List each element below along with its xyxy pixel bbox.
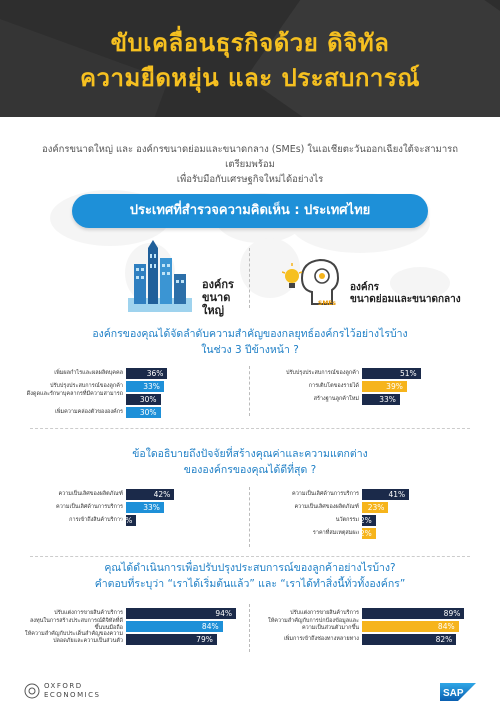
chart-row xyxy=(16,407,236,418)
bar-label: การเติบโตของรายได้ xyxy=(308,383,359,389)
question-2-line1: ข้อใดอธิบายถึงปัจจัยที่สร้างคุณค่าและความแตกต่าง xyxy=(132,448,368,460)
chart-row xyxy=(252,502,472,513)
section-separator xyxy=(30,556,470,557)
question-3-line1: คุณได้ดำเนินการเพื่อปรับปรุงประสบการณ์ของลูกค้าอย่างไรบ้าง? xyxy=(104,562,396,574)
bar xyxy=(362,394,400,405)
bar xyxy=(126,368,167,379)
bar-value: 36% xyxy=(146,369,164,378)
bar-label: ปรับแต่งการขายสินค้าบริการ xyxy=(290,610,359,616)
bar-value: 42% xyxy=(153,490,171,499)
chart-row xyxy=(252,515,472,526)
sap-logo xyxy=(440,683,476,701)
bar-value: 51% xyxy=(399,369,417,378)
intro-line1: องค์กรขนาดใหญ่ และ องค์กรขนาดย่อมและขนาดกลาง (SMEs) ในเอเชียตะวันออกเฉียงใต้จะสามารถเตรียมพร้อม xyxy=(41,144,459,170)
bar-label: สร้างฐานลูกค้าใหม่ xyxy=(313,396,359,402)
segment-divider xyxy=(249,366,250,416)
question-3 xyxy=(40,560,460,592)
bar xyxy=(355,528,376,539)
chart-row xyxy=(16,368,236,379)
oxford-economics-logo xyxy=(24,682,101,700)
bar xyxy=(126,502,164,513)
bar-value: 41% xyxy=(388,490,406,499)
chart-row xyxy=(252,381,472,392)
bar xyxy=(362,368,421,379)
page-title-line1: ขับเคลื่อนธุรกิจด้วย ดิจิทัล xyxy=(110,29,390,57)
sme-label xyxy=(350,282,480,306)
bar-value: 89% xyxy=(443,609,461,618)
bar-label: ปรับปรุงประสบการณ์ของลูกค้า xyxy=(49,383,123,389)
bar-label: ปรับปรุงประสบการณ์ของลูกค้า xyxy=(285,370,359,376)
chart-row xyxy=(252,618,472,632)
chart-row xyxy=(16,515,236,526)
bar xyxy=(120,515,136,526)
chart-row xyxy=(252,394,472,405)
bar-value: 30% xyxy=(139,395,157,404)
chart-row xyxy=(252,634,472,645)
intro-line2: เพื่อรับมือกับเศรษฐกิจใหม่ได้อย่างไร xyxy=(176,174,324,185)
bar xyxy=(362,502,388,513)
bar xyxy=(126,634,217,645)
bar-value: 94% xyxy=(215,609,232,618)
chart-row xyxy=(252,368,472,379)
section-separator xyxy=(30,428,470,429)
city-buildings-icon xyxy=(128,240,192,312)
sme-badge: SMEs xyxy=(318,300,336,307)
large-enterprise-label-line1: องค์กร xyxy=(202,278,234,291)
question-3-line2: คำตอบที่ระบุว่า “เราได้เริ่มต้นแล้ว” และ “เราได้ทำสิ่งนี้ทั่วทั้งองค์กร” xyxy=(94,578,406,590)
bar-value: 33% xyxy=(143,503,160,512)
segment-divider xyxy=(249,248,250,308)
bar-value: 33% xyxy=(143,382,160,391)
sap-logo-text: SAP xyxy=(443,688,464,699)
bar-value: 39% xyxy=(386,382,403,391)
oxford-line1: OXFORD xyxy=(44,682,83,690)
bar-label: ลงทุนในการสร้างประสบการณ์ดิจิทัลที่ดีขึ้นบนมือถือ xyxy=(29,618,123,631)
bar-value: 12% xyxy=(355,516,372,525)
bar-label: ให้ความสำคัญกับประเด็นสำคัญของความปลอดภัยและความเป็นส่วนตัว xyxy=(24,631,123,644)
question-2 xyxy=(40,446,460,478)
oxford-line2: ECONOMICS xyxy=(44,691,101,699)
bar-label: ความเป็นเลิศด้านการบริการ xyxy=(292,491,359,497)
bar-label: เพิ่มความคล่องตัวขององค์กร xyxy=(54,409,123,415)
large-enterprise-label xyxy=(202,278,252,317)
bar xyxy=(126,407,161,418)
chart-row xyxy=(252,528,472,539)
bar-label: เพิ่มการเข้าถึงช่องทางหลายทาง xyxy=(283,636,359,642)
bar-value: 23% xyxy=(367,503,385,512)
page-title-line2: ความยืดหยุ่น และ ประสบการณ์ xyxy=(79,64,421,92)
bar-value: 84% xyxy=(437,622,455,631)
bar xyxy=(126,621,223,632)
chart-row xyxy=(252,489,472,500)
bar-value: 12% xyxy=(355,529,372,538)
bar xyxy=(355,515,376,526)
question-2-line2: ขององค์กรของคุณได้ดีที่สุด ? xyxy=(183,464,317,476)
header-banner xyxy=(0,0,500,117)
bar-value: 9% xyxy=(120,516,133,525)
chart-row xyxy=(16,502,236,513)
chart-row xyxy=(16,489,236,500)
country-pill-label: ประเทศที่สำรวจความคิดเห็น : ประเทศไทย xyxy=(129,203,371,218)
country-pill xyxy=(72,194,428,228)
bar xyxy=(126,394,161,405)
bar-label: ให้ความสำคัญกับการปกป้องข้อมูลและความเป็นส่วนตัวมากขึ้น xyxy=(267,618,359,631)
question-1-line1: องค์กรของคุณได้จัดลำดับความสำคัญของกลยุทธ์องค์กรไว้อย่างไรบ้าง xyxy=(92,328,408,340)
chart-row xyxy=(16,631,236,645)
bar-value: 84% xyxy=(201,622,219,631)
sme-label-line1: องค์กร xyxy=(350,282,380,293)
chart-row xyxy=(16,391,236,405)
bar-label: ราคาที่สมเหตุสมผล xyxy=(312,530,359,536)
oxford-crest-icon xyxy=(24,682,40,700)
bar xyxy=(126,381,164,392)
bar xyxy=(362,489,409,500)
large-enterprise-label-line2: ขนาดใหญ่ xyxy=(202,291,231,317)
bar-label: ดึงดูดและรักษาบุคลากรที่มีความสามารถ xyxy=(26,391,123,397)
sme-label-line2: ขนาดย่อมและขนาดกลาง xyxy=(350,294,461,305)
question-1-line2: ในช่วง 3 ปีข้างหน้า ? xyxy=(201,344,299,356)
bar xyxy=(126,608,236,619)
bar-value: 30% xyxy=(139,408,157,417)
bar xyxy=(126,489,174,500)
bar xyxy=(362,381,407,392)
bar-label: เพิ่มผลกำไรและผลผลิตบุคคล xyxy=(54,370,123,376)
bar-label: ปรับแต่งการขายสินค้าบริการ xyxy=(54,610,123,616)
bar-label: ความเป็นเลิศของผลิตภัณฑ์ xyxy=(294,504,359,510)
bar-label: ความเป็นเลิศด้านการบริการ xyxy=(56,504,123,510)
bar-value: 82% xyxy=(435,635,453,644)
bar xyxy=(362,621,459,632)
bar-label: นวัตกรรม xyxy=(335,517,359,523)
bar-value: 33% xyxy=(379,395,396,404)
bar xyxy=(362,608,464,619)
bar-label: ความเป็นเลิศของผลิตภัณฑ์ xyxy=(58,491,123,497)
bar xyxy=(362,634,456,645)
bar-label: การเข้าถึงสินค้าบริการ xyxy=(69,517,123,523)
segment-divider xyxy=(249,604,250,652)
segment-divider xyxy=(249,487,250,547)
question-1 xyxy=(40,326,460,358)
bar-value: 79% xyxy=(196,635,213,644)
